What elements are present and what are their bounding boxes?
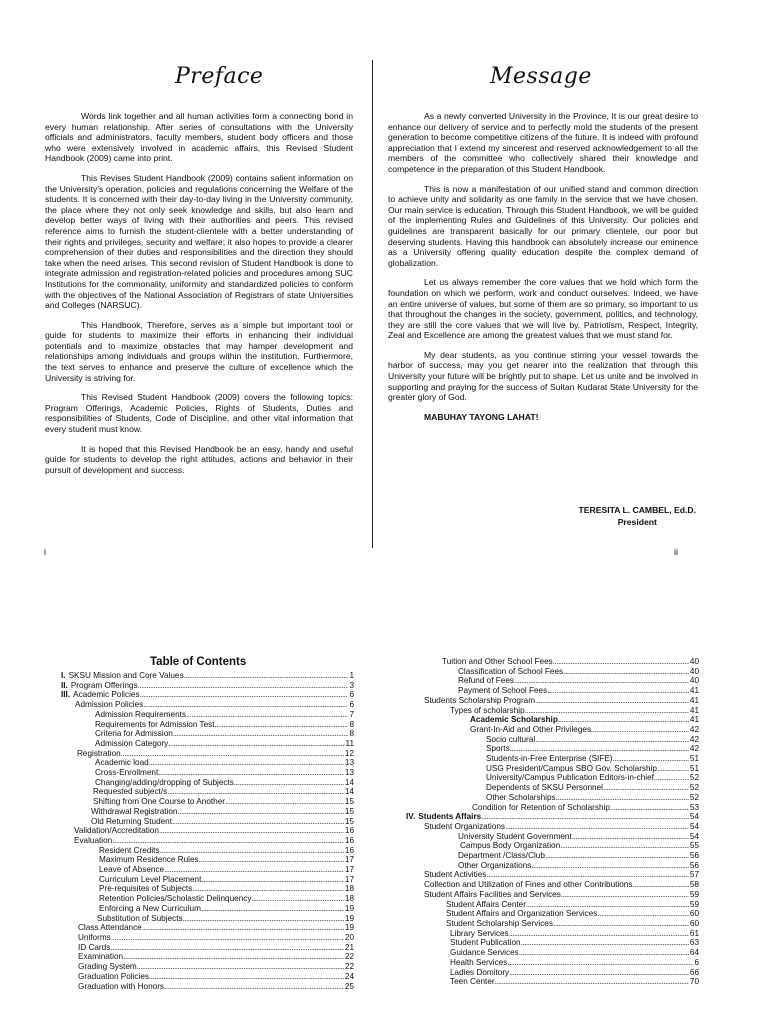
toc-entry — [400, 851, 699, 861]
toc-entry — [400, 968, 699, 978]
toc-entry-page: 16 — [344, 835, 354, 845]
toc-entry-page: 13 — [344, 768, 354, 778]
toc-leader-dots — [234, 778, 344, 788]
toc-title: Table of Contents — [150, 656, 247, 668]
toc-entry — [400, 948, 699, 958]
toc-entry-page: 22 — [344, 962, 354, 972]
toc-entry — [400, 667, 699, 677]
toc-leader-dots — [199, 855, 344, 865]
toc-entry — [400, 870, 699, 880]
toc-entry — [400, 832, 699, 842]
toc-leader-dots — [526, 900, 689, 910]
toc-leader-dots — [561, 890, 689, 900]
toc-entry-page: 42 — [689, 724, 699, 734]
toc-entry-title: Teen Center — [450, 977, 495, 987]
toc-entry-title: USG President/Campus SBO Gov. Scholarship — [486, 763, 657, 773]
toc-entry-title: Other Scholarships — [486, 792, 556, 802]
toc-leader-dots — [160, 846, 344, 856]
preface-paragraph: This Revises Student Handbook (2009) contains salient information on the University's operation, policies and regulations concerning the Welfare of the students. It is concerned with their day-to-day living in the University community, the place where they not only seek knowledge and skills, but also learn and develop better ways of living with their authorities and peers. This revised reference aims to furnish the student-clientele with a better understanding of their rights and privileges, security and welfare; it also hopes to provide a clearer comprehension of their duties and responsibilities and the direction they should take when the need arises. This second revision of Student Handbook is done to integrate admission and registration-related policies and procedures among SUC Institutions for the commonality, uniformity and standardized policies to conform with the objectives of the National Association of Registrars of state Universities and Colleges (NARSUC). — [45, 172, 353, 311]
toc-entry-title: University Student Government — [458, 831, 572, 841]
toc-leader-dots — [591, 725, 689, 735]
toc-entry-page: 18 — [344, 884, 354, 894]
toc-leader-dots — [184, 671, 349, 681]
toc-entry-title: Criteria for Admission — [95, 729, 173, 739]
toc-entry-title: Uniforms — [78, 932, 111, 942]
toc-leader-dots — [149, 972, 344, 982]
toc-entry-title: ID Cards — [78, 942, 111, 952]
toc-entry — [400, 773, 699, 783]
toc-leader-dots — [531, 861, 689, 871]
toc-entry — [400, 676, 699, 686]
toc-entry-title: Other Organizations — [458, 860, 532, 870]
toc-entry-title: Requested subject/s — [93, 787, 168, 797]
toc-entry-page: 58 — [689, 880, 699, 890]
toc-entry-title: Class Attendance — [78, 923, 142, 933]
toc-entry-page: 40 — [689, 666, 699, 676]
toc-entry-title: Health Services — [450, 957, 508, 967]
toc-leader-dots — [112, 836, 344, 846]
toc-entry-page: 21 — [344, 942, 354, 952]
toc-leader-dots — [560, 841, 689, 851]
toc-entry — [61, 739, 354, 749]
toc-entry — [400, 812, 699, 822]
toc-entry — [61, 826, 354, 836]
toc-entry — [61, 962, 354, 972]
toc-leader-dots — [510, 744, 689, 754]
toc-entry-title: Student Scholarship Services — [446, 918, 553, 928]
toc-entry — [61, 681, 354, 691]
toc-entry-title: Withdrawal Registration — [91, 806, 178, 816]
toc-entry-page: 59 — [689, 889, 699, 899]
toc-entry-page: 8 — [349, 729, 354, 739]
toc-leader-dots — [507, 958, 693, 968]
toc-entry-title: Resident Credits — [99, 845, 160, 855]
toc-entry — [61, 923, 354, 933]
toc-entry-title: Students-in-Free Enterprise (SIFE) — [486, 754, 613, 764]
toc-entry-page: 22 — [344, 952, 354, 962]
toc-leader-dots — [613, 754, 689, 764]
toc-entry-title: Validation/Accreditation — [74, 826, 159, 836]
toc-entry-page: 41 — [689, 705, 699, 715]
toc-entry — [61, 943, 354, 953]
toc-entry-title: Requirements for Admission Test — [95, 719, 215, 729]
toc-entry — [61, 846, 354, 856]
toc-entry-page: 13 — [344, 758, 354, 768]
toc-entry-title: Payment of School Fees — [458, 686, 548, 696]
toc-entry — [400, 725, 699, 735]
toc-entry-page: 24 — [344, 971, 354, 981]
toc-entry-title: Student Affairs Center — [446, 899, 526, 909]
toc-entry-title: Student Publication — [450, 938, 521, 948]
toc-entry-title: Changing/adding/dropping of Subjects — [95, 777, 234, 787]
toc-entry — [61, 690, 354, 700]
toc-entry-page: 56 — [689, 860, 699, 870]
toc-leader-dots — [495, 977, 689, 987]
toc-entry — [61, 778, 354, 788]
toc-entry-page: 52 — [689, 783, 699, 793]
toc-entry — [400, 754, 699, 764]
toc-entry-title: SKSU Mission and Core Values — [68, 671, 184, 680]
toc-entry-page: 19 — [344, 913, 354, 923]
toc-entry-page: 52 — [689, 792, 699, 802]
toc-leader-dots — [509, 929, 689, 939]
toc-entry-title: Sports — [486, 744, 510, 754]
toc-entry — [400, 958, 699, 968]
toc-leader-dots — [215, 720, 349, 730]
toc-entry-page: 17 — [344, 855, 354, 865]
toc-entry — [61, 904, 354, 914]
toc-entry-title: Students Scholarship Program — [424, 695, 536, 705]
toc-entry-page: 6 — [694, 957, 699, 967]
toc-entry-title: Academic Policies — [73, 690, 140, 700]
toc-leader-dots — [535, 696, 689, 706]
toc-leader-dots — [553, 919, 689, 929]
toc-entry — [61, 894, 354, 904]
toc-entry-page: 54 — [689, 831, 699, 841]
toc-entry-page: 7 — [349, 709, 354, 719]
toc-entry — [61, 982, 354, 992]
toc-entry-title: Shifting from One Course to Another — [93, 797, 225, 807]
toc-entry-title: Socio cultural — [486, 734, 536, 744]
toc-entry-number: II. — [61, 680, 68, 690]
signatory-title: President — [617, 517, 657, 527]
toc-entry — [61, 865, 354, 875]
preface-paragraph: This Revised Student Handbook (2009) covers the following topics: Program Offerings, Academic Policies, Rights of Students, Duties and responsibilities of Students, Code of Discipline, and other vital information that every student must know. — [45, 392, 353, 435]
toc-entry-page: 41 — [689, 686, 699, 696]
message-paragraph: My dear students, as you continue stirring your vessel towards the harbor of success, may you get nearer into the realization that through this University your future will be brightly put to shape. Let us unite and be involved in supporting and praying for the success of Sultan Kudarat State University for the greater glory of God. — [388, 349, 698, 403]
toc-entry-page: 59 — [689, 899, 699, 909]
toc-leader-dots — [192, 884, 344, 894]
toc-leader-dots — [183, 914, 344, 924]
toc-leader-dots — [164, 982, 344, 992]
toc-entry — [61, 836, 354, 846]
toc-entry-title: Students Affairs — [418, 812, 482, 822]
toc-entry-page: 42 — [689, 744, 699, 754]
toc-leader-dots — [123, 952, 344, 962]
toc-entry-page: 15 — [344, 806, 354, 816]
toc-entry-page: 16 — [344, 845, 354, 855]
toc-entry-page: 60 — [689, 909, 699, 919]
toc-entry-title: Grading System — [78, 962, 137, 972]
message-closing: MABUHAY TAYONG LAHAT! — [424, 411, 539, 422]
toc-entry-title: Graduation with Honors — [78, 981, 165, 991]
toc-entry — [400, 977, 699, 987]
toc-entry-page: 54 — [689, 821, 699, 831]
toc-entry — [61, 855, 354, 865]
toc-entry-page: 17 — [344, 865, 354, 875]
toc-leader-dots — [140, 690, 349, 700]
toc-entry — [61, 797, 354, 807]
toc-leader-dots — [159, 826, 344, 836]
preface-paragraph: This Handbook, Therefore, serves as a simple but important tool or guide for students to maximize their efforts in enhancing their individual potentials and to maximize obstacles that may hamper development and relationships among individuals and groups within the institution. Furthermore, the text serves to enhance and preserve the culture of excellence which the University is striving for. — [45, 319, 353, 383]
toc-entry-title: Library Services — [450, 928, 509, 938]
toc-entry-page: 55 — [689, 841, 699, 851]
toc-entry — [400, 929, 699, 939]
toc-leader-dots — [610, 803, 689, 813]
toc-entry-page: 25 — [344, 981, 354, 991]
toc-entry — [400, 696, 699, 706]
toc-leader-dots — [143, 700, 348, 710]
toc-entry-number: IV. — [406, 812, 416, 822]
message-paragraph: Let us always remember the core values that we hold which form the foundation on which we perform, work and conduct ourselves. Indeed, we have an entire universe of values, but some of them are so primary, so important to us that throughout the changes in the society, government, politics, and technology, they are still the core values that we will live by. Patriotism, Respect, Integrity, Zeal and Excellence are among the greatest values that we must stand for. — [388, 277, 698, 341]
toc-entry — [61, 787, 354, 797]
toc-leader-dots — [558, 715, 689, 725]
toc-leader-dots — [149, 758, 344, 768]
toc-leader-dots — [556, 793, 689, 803]
toc-entry — [61, 817, 354, 827]
toc-entry-page: 3 — [349, 680, 354, 690]
toc-entry — [400, 880, 699, 890]
toc-leader-dots — [654, 773, 689, 783]
toc-leader-dots — [572, 832, 689, 842]
toc-entry — [400, 744, 699, 754]
toc-leader-dots — [110, 943, 344, 953]
toc-entry-title: Admission Requirements — [95, 709, 187, 719]
toc-leader-dots — [138, 681, 349, 691]
toc-entry-title: Admission Category — [95, 738, 169, 748]
toc-leader-dots — [142, 923, 344, 933]
signature-block — [579, 504, 696, 528]
toc-entry-title: Student Affairs and Organization Services — [446, 909, 598, 919]
toc-entry-page: 51 — [689, 754, 699, 764]
toc-entry-page: 60 — [689, 918, 699, 928]
toc-entry-page: 56 — [689, 851, 699, 861]
toc-entry-page: 42 — [689, 734, 699, 744]
toc-leader-dots — [225, 797, 344, 807]
toc-entry — [400, 822, 699, 832]
toc-entry-title: Pre-requisites of Subjects — [99, 884, 193, 894]
page-number-right: ii — [674, 547, 678, 557]
preface-paragraph: It is hoped that this Revised Handbook be an easy, handy and useful guide for students to develop the right attitudes, actions and behavior in their pursuit of development and success. — [45, 443, 353, 475]
toc-leader-dots — [563, 667, 689, 677]
toc-entry — [400, 938, 699, 948]
toc-leader-dots — [186, 710, 348, 720]
toc-right-column — [400, 657, 699, 987]
toc-entry-page: 19 — [344, 923, 354, 933]
toc-entry — [400, 919, 699, 929]
toc-entry-page: 16 — [344, 826, 354, 836]
toc-entry — [61, 884, 354, 894]
page-number-left: i — [44, 547, 46, 557]
toc-entry-page: 51 — [689, 763, 699, 773]
toc-entry-page: 64 — [689, 948, 699, 958]
toc-entry-page: 40 — [689, 676, 699, 686]
toc-leader-dots — [545, 851, 689, 861]
toc-entry-page: 15 — [344, 797, 354, 807]
toc-leader-dots — [486, 870, 689, 880]
toc-entry-title: Old Returning Student — [91, 816, 173, 826]
toc-entry — [400, 900, 699, 910]
toc-entry-title: Condition for Retention of Scholarship — [472, 802, 610, 812]
toc-entry — [400, 657, 699, 667]
toc-entry — [400, 706, 699, 716]
toc-leader-dots — [547, 686, 689, 696]
toc-entry-title: Campus Body Organization — [460, 841, 561, 851]
page-divider — [372, 60, 373, 548]
toc-leader-dots — [521, 938, 689, 948]
toc-entry — [61, 933, 354, 943]
toc-leader-dots — [657, 764, 689, 774]
toc-leader-dots — [481, 812, 689, 822]
toc-entry — [61, 671, 354, 681]
toc-entry — [400, 715, 699, 725]
toc-entry-title: University/Campus Publication Editors-in-chief — [486, 773, 654, 783]
toc-entry-page: 70 — [689, 977, 699, 987]
toc-entry-page: 61 — [689, 928, 699, 938]
toc-entry-title: Types of scholarship — [450, 705, 525, 715]
toc-leader-dots — [632, 880, 688, 890]
toc-leader-dots — [111, 933, 344, 943]
toc-leader-dots — [509, 968, 689, 978]
toc-entry-title: Enforcing a New Curriculum — [99, 903, 201, 913]
toc-entry — [61, 875, 354, 885]
toc-entry-page: 57 — [689, 870, 699, 880]
toc-leader-dots — [201, 904, 344, 914]
toc-entry — [400, 764, 699, 774]
toc-entry — [400, 803, 699, 813]
toc-entry-title: Department /Class/Club — [458, 851, 545, 861]
message-paragraph: This is now a manifestation of our unified stand and common direction to achieve unity and solidarity as one family in the service that we have chosen. Our main service is education. Through this Student Handbook, we will be guided of the implementing Rules and Guidelines of this University. Our policies and guidelines are transparent basically for our primary clientele, our poor but deserving students. Having this handbook can absolutely increase our eminence as a University offering quality education despite the complex demand of globalization. — [388, 183, 698, 268]
toc-entry-title: Student Affairs Facilities and Services — [424, 889, 561, 899]
toc-entry — [61, 768, 354, 778]
toc-entry — [61, 729, 354, 739]
toc-entry — [61, 914, 354, 924]
toc-entry — [400, 735, 699, 745]
message-title: Message — [490, 64, 592, 89]
toc-entry — [400, 909, 699, 919]
toc-leader-dots — [251, 894, 343, 904]
toc-leader-dots — [158, 768, 344, 778]
toc-entry-title: Guidance Services — [450, 948, 519, 958]
toc-leader-dots — [519, 948, 689, 958]
toc-entry-page: 66 — [689, 967, 699, 977]
toc-entry — [400, 861, 699, 871]
toc-leader-dots — [121, 749, 344, 759]
toc-entry-title: Registration — [77, 748, 121, 758]
message-body — [388, 111, 698, 431]
toc-leader-dots — [525, 706, 689, 716]
preface-paragraph: Words link together and all human activities form a connecting bond in every human relationship. After series of consultations with the University officials and administrators, faculty members, student body officers and those who were extensively involved in academic affairs, this Revised Student Handbook (2009) came into print. — [45, 111, 353, 164]
toc-entry-title: Refund of Fees — [458, 676, 514, 686]
toc-entry-page: 20 — [344, 932, 354, 942]
toc-entry — [61, 700, 354, 710]
toc-entry-title: Grant-In-Aid and Other Privileges — [470, 724, 592, 734]
toc-entry — [400, 783, 699, 793]
toc-entry-page: 12 — [344, 748, 354, 758]
toc-entry — [400, 890, 699, 900]
toc-entry-title: Dependents of SKSU Personnel — [486, 783, 603, 793]
toc-left-column — [61, 671, 354, 991]
toc-entry-title: Curriculum Level Placement — [99, 874, 202, 884]
toc-entry — [61, 720, 354, 730]
toc-entry-page: 40 — [689, 657, 699, 666]
toc-leader-dots — [137, 962, 344, 972]
toc-entry-page: 63 — [689, 938, 699, 948]
toc-entry — [400, 841, 699, 851]
toc-leader-dots — [514, 676, 689, 686]
toc-entry-title: Classification of School Fees — [458, 666, 564, 676]
preface-body — [45, 111, 353, 484]
toc-entry — [400, 686, 699, 696]
toc-entry-page: 53 — [689, 802, 699, 812]
toc-entry-title: Evaluation — [74, 835, 113, 845]
toc-entry-page: 6 — [349, 690, 354, 700]
toc-leader-dots — [603, 783, 689, 793]
toc-leader-dots — [535, 735, 689, 745]
toc-entry-title: Substitution of Subjects — [97, 913, 183, 923]
toc-entry-title: Admission Policies — [75, 700, 144, 710]
toc-leader-dots — [597, 909, 688, 919]
toc-entry — [61, 710, 354, 720]
toc-leader-dots — [168, 739, 344, 749]
toc-entry-page: 54 — [689, 812, 699, 822]
toc-entry-title: Student Organizations — [424, 821, 506, 831]
toc-entry-title: Retention Policies/Scholastic Delinquency — [99, 894, 252, 904]
toc-entry-title: Tuition and Other School Fees — [442, 657, 553, 666]
toc-entry-title: Maximum Residence Rules — [99, 855, 199, 865]
toc-leader-dots — [173, 729, 349, 739]
preface-title: Preface — [175, 64, 264, 89]
toc-entry — [61, 807, 354, 817]
toc-entry-page: 14 — [344, 787, 354, 797]
toc-leader-dots — [553, 657, 689, 667]
toc-entry — [400, 793, 699, 803]
toc-entry-page: 8 — [349, 719, 354, 729]
toc-entry-page: 18 — [344, 894, 354, 904]
toc-entry-page: 14 — [344, 777, 354, 787]
toc-leader-dots — [164, 865, 344, 875]
signatory-name: TERESITA L. CAMBEL, Ed.D. — [578, 505, 696, 515]
toc-entry-title: Cross-Enrollment — [95, 768, 159, 778]
toc-entry-page: 6 — [349, 700, 354, 710]
toc-entry-number: III. — [61, 690, 71, 700]
toc-leader-dots — [167, 787, 344, 797]
toc-leader-dots — [177, 807, 343, 817]
toc-entry-title: Collection and Utilization of Fines and other Contributions — [424, 880, 633, 890]
toc-entry-title: Academic load — [95, 758, 149, 768]
toc-entry-title: Ladies Domitory — [450, 967, 510, 977]
toc-entry-number: I. — [61, 671, 66, 680]
toc-entry-page: 11 — [345, 738, 354, 748]
toc-entry-page: 41 — [689, 715, 699, 725]
toc-entry-title: Student Activities — [424, 870, 487, 880]
toc-entry-page: 17 — [344, 874, 354, 884]
toc-entry — [61, 952, 354, 962]
toc-entry — [61, 749, 354, 759]
toc-entry — [61, 758, 354, 768]
toc-entry-title: Program Offerings — [70, 680, 138, 690]
toc-entry-title: Leave of Absence — [99, 865, 165, 875]
toc-entry-page: 15 — [344, 816, 354, 826]
toc-entry-page: 1 — [349, 671, 354, 680]
message-paragraph: As a newly converted University in the Province, It is our great desire to enhance our delivery of service and to perfectly mold the students of the present generation to become competitive citizens of the future. It is indeed with profound appreciation that I extend my sincerest and reserved acknowledgement to all the members of the committee who collectively shared their knowledge and competence in the preparation of this Student Handbook. — [388, 111, 698, 174]
toc-entry-title: Academic Scholarship — [470, 715, 558, 725]
toc-entry-page: 41 — [689, 695, 699, 705]
toc-leader-dots — [201, 875, 344, 885]
toc-entry-page: 19 — [344, 903, 354, 913]
toc-leader-dots — [172, 817, 344, 827]
toc-entry-title: Examination — [78, 952, 124, 962]
toc-entry-title: Graduation Policies — [78, 971, 149, 981]
toc-entry — [61, 972, 354, 982]
toc-entry-page: 52 — [689, 773, 699, 783]
toc-leader-dots — [505, 822, 689, 832]
